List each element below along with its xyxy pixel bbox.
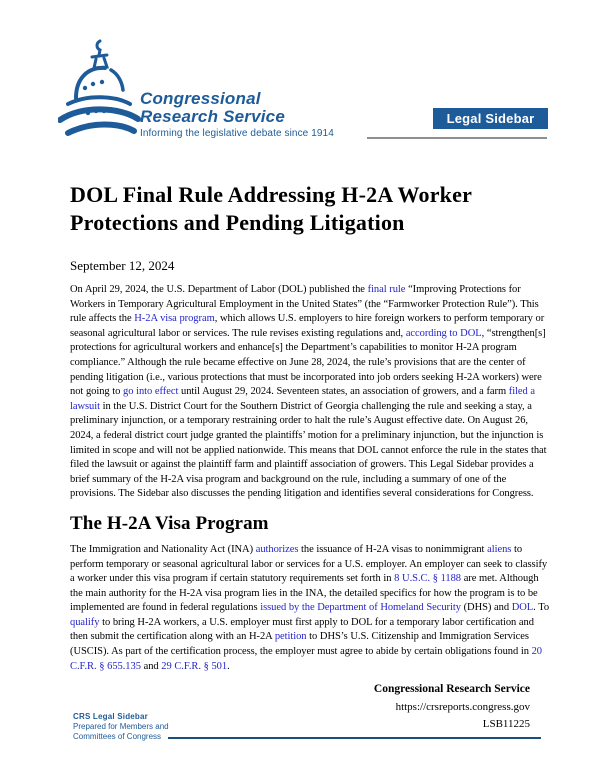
text-run: . — [227, 660, 230, 672]
bottom-banner-rule — [168, 737, 541, 739]
link-29-cfr-501[interactable]: 29 C.F.R. § 501 — [161, 660, 228, 672]
text-run: are met. Although the main authority for the H-2A visa program lies in the INA, the detailed specifics for how the program is to be implemented are found in federal regulations — [70, 573, 539, 614]
text-run: and — [140, 660, 162, 672]
crs-logo-name-line2: Research Service — [140, 107, 285, 126]
footer-url: https://crsreports.congress.gov — [395, 700, 530, 713]
document-date: September 12, 2024 — [70, 258, 175, 273]
text-run: to perform temporary or seasonal agricultural labor or services for a U.S. employer. An employer can seek to classify a worker under this visa program if certain statutory requirements set forth in — [70, 543, 548, 585]
link-qualify[interactable]: qualify — [70, 616, 100, 628]
section-heading-h2a-visa-program: The H-2A Visa Program — [70, 512, 269, 534]
text-run: “Improving Protections for Workers in Temporary Agricultural Employment in the United States” (the “Farmworker Protection Rule”). This rule affects the — [70, 284, 539, 325]
link-8-usc-1188[interactable]: 8 U.S.C. § 1188 — [394, 573, 462, 585]
link-aliens[interactable]: aliens — [487, 543, 512, 555]
link-final-rule[interactable]: final rule — [367, 284, 406, 295]
text-run: to bring H-2A workers, a U.S. employer must first apply to DOL for a temporary labor certification and then submit the certification along with an H-2A — [70, 616, 534, 643]
text-run: The Immigration and Nationality Act (INA) — [70, 543, 256, 555]
legal-sidebar-badge: Legal Sidebar — [433, 108, 548, 129]
link-filed-a-lawsuit[interactable]: filed a lawsuit — [70, 386, 536, 412]
text-run: to DHS’s U.S. Citizenship and Immigration Services (USCIS). As part of the certification process, the employer must agree to abide by certain obligations found in — [70, 631, 532, 658]
section-body-paragraph — [70, 543, 551, 674]
link-go-into-effect[interactable]: go into effect — [123, 386, 179, 398]
intro-paragraph — [70, 283, 551, 502]
bottom-banner-line1: Prepared for Members and — [73, 722, 169, 731]
crs-logo-name-line1: Congressional — [140, 89, 261, 108]
text-run: , which allows U.S. employers to hire foreign workers to perform temporary or seasonal agricultural labor or services. The rule revises existing regulations and, — [70, 313, 545, 339]
bottom-banner-title: CRS Legal Sidebar — [73, 712, 148, 721]
link-according-to-dol[interactable]: according to DOL — [405, 327, 482, 339]
link-dhs-regulations[interactable]: issued by the Department of Homeland Security — [260, 602, 461, 614]
text-run: , “strengthen[s] protections for agricultural workers and enhance[s] the Department’s capabilities to monitor H-2A program compliance.” Although the rule became effective on June 28, 2024, the rule’s provisions that are the center of pending litigation (i.e., various protections that must be incorporated into job orders seeking H-2A workers) were not going to — [70, 327, 546, 398]
link-dol-regulations[interactable]: DOL — [511, 602, 534, 614]
text-run: . To — [533, 602, 550, 614]
link-h2a-visa-program[interactable]: H-2A visa program — [134, 313, 215, 325]
document-content — [70, 181, 551, 734]
document-title: DOL Final Rule Addressing H-2A Worker Protections and Pending Litigation — [70, 182, 472, 235]
text-run: until August 29, 2024. Seventeen states, an association of growers, and a farm — [178, 386, 509, 398]
text-run: (DHS) and — [460, 602, 512, 614]
text-run: in the U.S. District Court for the Southern District of Georgia challenging the rule and seeking a stay, a preliminary injunction, or a temporary restraining order to halt the rule’s August effective date. On August 26, 2024, a federal district court judge granted the plaintiffs’ motion for a preliminary injunction, but the injunction is limited in scope and will not be applied nationwide. This means that DOL cannot enforce the rule in the states that filed the lawsuit or against the plaintiff farm and plaintiff association of growers. This Legal Sidebar provides a brief summary of the H-2A visa program and background on the rule, including a summary of one of the provisions. The Sidebar also discusses the pending litigation and identifies several considerations for Congress. — [70, 400, 547, 500]
crs-logo-text — [140, 90, 334, 140]
bottom-banner-line2: Committees of Congress — [73, 732, 162, 741]
link-petition[interactable]: petition — [274, 631, 307, 643]
text-run: the issuance of H-2A visas to nonimmigrant — [298, 543, 488, 555]
footer-organization: Congressional Research Service — [373, 683, 530, 696]
crs-logo — [58, 36, 378, 144]
footer-doc-number: LSB11225 — [482, 718, 530, 731]
crs-logo-tagline: Informing the legislative debate since 1914 — [140, 128, 334, 139]
text-run: On April 29, 2024, the U.S. Department of Labor (DOL) published the — [70, 284, 368, 295]
link-authorizes[interactable]: authorizes — [255, 543, 299, 555]
header-divider-rule — [367, 137, 547, 139]
capitol-dome-icon — [58, 38, 142, 142]
link-20-cfr-655-135[interactable]: 20 C.F.R. § 655.135 — [70, 646, 542, 672]
bottom-banner — [73, 712, 541, 742]
